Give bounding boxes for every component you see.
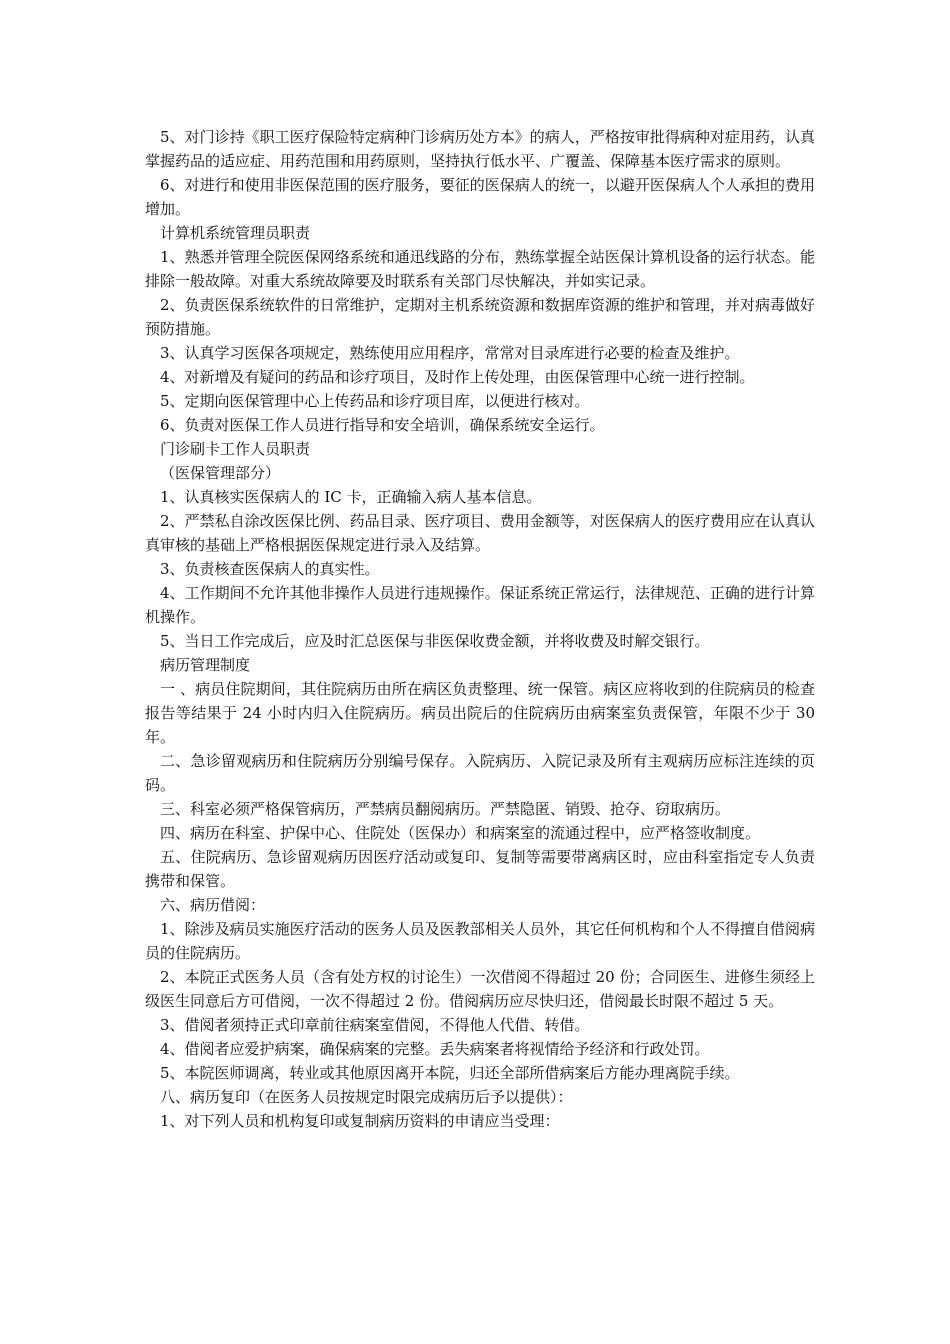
- heading-records-borrowing: 六、病历借阅：: [160, 896, 266, 914]
- paragraph-study-regulations: 3、认真学习医保各项规定，熟练使用应用程序，常常对目录库进行必要的检查及维护。: [160, 344, 740, 362]
- document-body: [145, 125, 815, 1133]
- paragraph-non-insured-services: 6、对进行和使用非医保范围的医疗服务，要征的医保病人的统一，以避开医保病人个人承担的费用增加。: [145, 176, 815, 218]
- paragraph-records-protection: 三、科室必须严格保管病历，严禁病员翻阅病历。严禁隐匿、销毁、抢夺、窃取病历。: [160, 800, 731, 818]
- paragraph-no-alteration: 2、严禁私自涂改医保比例、药品目录、医疗项目、费用金额等，对医保病人的医疗费用应在认真认真审核的基础上严格根据医保规定进行录入及结算。: [145, 512, 815, 554]
- paragraph-copy-requests: 1、对下列人员和机构复印或复制病历资料的申请应当受理：: [160, 1112, 560, 1130]
- paragraph-verify-ic-card: 1、认真核实医保病人的 IC 卡，正确输入病人基本信息。: [160, 488, 542, 506]
- paragraph-no-unauthorized-ops: 4、工作期间不允许其他非操作人员进行违规操作。保证系统正常运行，法律规范、正确的进行计算机操作。: [145, 584, 815, 626]
- heading-computer-admin-duties: 计算机系统管理员职责: [160, 224, 311, 242]
- paragraph-borrowing-care: 4、借阅者应爱护病案，确保病案的完整。丢失病案者将视情给予经济和行政处罚。: [160, 1040, 710, 1058]
- heading-card-staff-duties: 门诊刷卡工作人员职责: [160, 440, 311, 458]
- paragraph-daily-summary: 5、当日工作完成后，应及时汇总医保与非医保收费金额，并将收费及时解交银行。: [160, 632, 710, 650]
- paragraph-outpatient-special-disease: 5、对门诊持《职工医疗保险特定病种门诊病历处方本》的病人，严格按审批得病种对症用药，认真掌握药品的适应症、用药范围和用药原则，坚持执行低水平、广覆盖、保障基本医疗需求的原则。: [145, 128, 815, 170]
- paragraph-records-numbering: 二、急诊留观病历和住院病历分别编号保存。入院病历、入院记录及所有主观病历应标注连续的页码。: [145, 752, 815, 794]
- paragraph-records-circulation: 四、病历在科室、护保中心、住院处（医保办）和病案室的流通过程中，应严格签收制度。: [160, 824, 761, 842]
- paragraph-return-on-leave: 5、本院医师调离，转业或其他原因离开本院，归还全部所借病案后方能办理离院手续。: [160, 1064, 740, 1082]
- paragraph-network-management: 1、熟悉并管理全院医保网络系统和通迅线路的分布，熟练掌握全站医保计算机设备的运行状态。能排除一般故障。对重大系统故障要及时联系有关部门尽快解决，并如实记录。: [145, 248, 815, 290]
- paragraph-borrowing-limits: 2、本院正式医务人员（含有处方权的讨论生）一次借阅不得超过 20 份；合同医生、进修生须经上级医生同意后方可借阅，一次不得超过 2 份。借阅病历应尽快归还，借阅最长时限不超过 5 天。: [145, 968, 815, 1010]
- paragraph-periodic-upload: 5、定期向医保管理中心上传药品和诊疗项目库，以便进行核对。: [160, 392, 590, 410]
- paragraph-records-transport: 五、住院病历、急诊留观病历因医疗活动或复印、复制等需要带离病区时，应由科室指定专人负责携带和保管。: [145, 848, 815, 890]
- subheading-insurance-part: （医保管理部分）: [160, 464, 281, 482]
- paragraph-borrowing-restriction: 1、除涉及病员实施医疗活动的医务人员及医教部相关人员外，其它任何机构和个人不得擅自借阅病员的住院病历。: [145, 920, 815, 962]
- heading-records-copying: 八、病历复印（在医务人员按规定时限完成病历后予以提供）：: [160, 1088, 573, 1106]
- paragraph-staff-training: 6、负责对医保工作人员进行指导和安全培训，确保系统安全运行。: [160, 416, 605, 434]
- paragraph-new-drugs-upload: 4、对新增及有疑问的药品和诊疗项目，及时作上传处理，由医保管理中心统一进行控制。: [160, 368, 755, 386]
- paragraph-software-maintenance: 2、负责医保系统软件的日常维护，定期对主机系统资源和数据库资源的维护和管理，并对病毒做好预防措施。: [145, 296, 815, 338]
- paragraph-records-custody: 一 、病员住院期间，其住院病历由所在病区负责整理、统一保管。病区应将收到的住院病员的检查报告等结果于 24 小时内归入住院病历。病员出院后的住院病历由病案室负责保管，年限不少于 30 年。: [145, 680, 815, 746]
- paragraph-borrowing-seal: 3、借阅者须持正式印章前往病案室借阅，不得他人代借、转借。: [160, 1016, 590, 1034]
- paragraph-check-authenticity: 3、负责核查医保病人的真实性。: [160, 560, 380, 578]
- heading-medical-records-system: 病历管理制度: [160, 656, 251, 674]
